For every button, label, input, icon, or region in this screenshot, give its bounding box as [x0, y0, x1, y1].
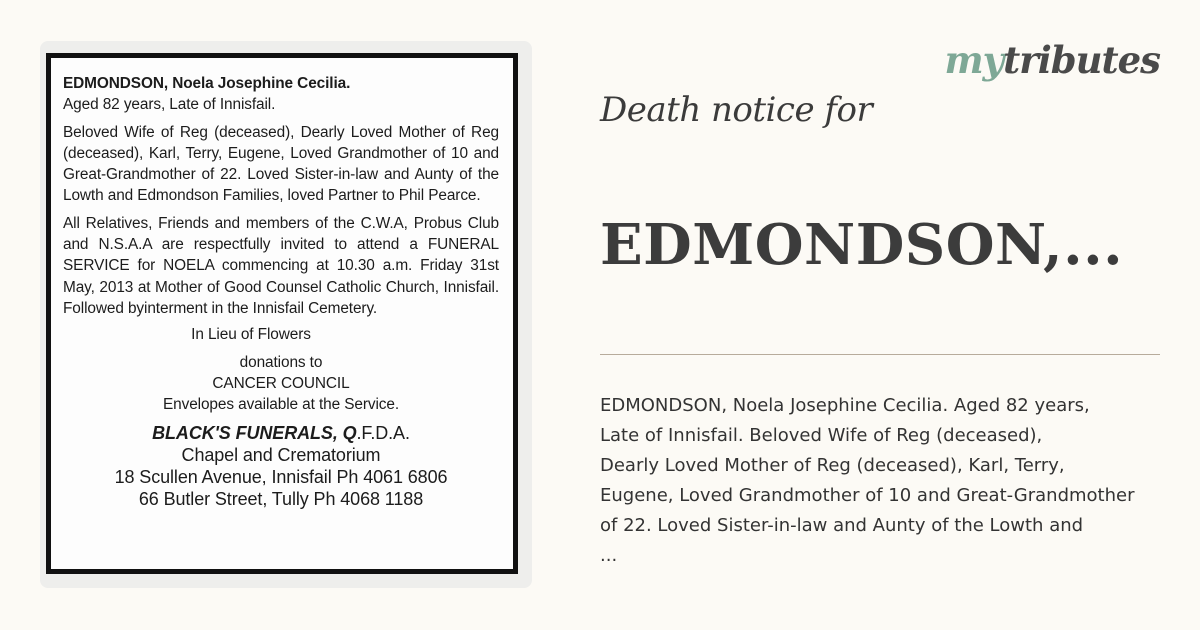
page-subtitle: Death notice for — [600, 90, 873, 130]
notice-invitation: All Relatives, Friends and members of the C.W.A, Probus Club and N.S.A.A are respectfully invited to attend a FUNERAL SERVICE for NOELA commencing at 10.30 a.m. Friday 31st May, 2013 at Mother of Good Counsel Catholic Church, Innisfail. Followed byinterment in the Innisfail Cemetery. — [63, 214, 499, 317]
summary-line: Late of Innisfail. Beloved Wife of Reg (deceased), — [600, 425, 1043, 446]
summary-line: EDMONDSON, Noela Josephine Cecilia. Aged 82 years, — [600, 395, 1090, 416]
funeral-director-accreditation: .F.D.A. — [356, 423, 410, 444]
funeral-director-address-1: 18 Scullen Avenue, Innisfail Ph 4061 6806 — [114, 467, 448, 488]
funeral-director-chapel: Chapel and Crematorium — [181, 445, 381, 466]
summary-ellipsis: ... — [600, 545, 618, 566]
notice-summary — [600, 391, 1200, 571]
summary-line: Dearly Loved Mother of Reg (deceased), Karl, Terry, — [600, 455, 1065, 476]
summary-line: Eugene, Loved Grandmother of 10 and Great-Grandmother — [600, 485, 1135, 506]
notice-envelopes: Envelopes available at the Service. — [162, 396, 400, 414]
page-title: EDMONDSON,... — [600, 212, 1124, 278]
divider — [600, 354, 1160, 355]
notice-frame — [46, 53, 518, 574]
notice-in-lieu: In Lieu of Flowers — [191, 326, 311, 344]
notice-age-residence: Aged 82 years, Late of Innisfail. — [63, 96, 276, 114]
funeral-director-title: BLACK'S FUNERALS, Q — [152, 423, 357, 444]
funeral-director-block — [63, 422, 499, 510]
notice-family: Beloved Wife of Reg (deceased), Dearly Loved Mother of Reg (deceased), Karl, Terry, Eugene, Loved Grandmother of 10 and Great-Grandmother of 22. Loved Sister-in-law and Aunty of the Lowth and Edmondson Families, loved Partner to Phil Pearce. — [63, 123, 499, 205]
notice-deceased-name: EDMONDSON, Noela Josephine Cecilia. — [63, 75, 351, 92]
mytributes-logo — [944, 38, 1160, 82]
summary-line: of 22. Loved Sister-in-law and Aunty of the Lowth and — [600, 515, 1084, 536]
funeral-director-address-2: 66 Butler Street, Tully Ph 4068 1188 — [138, 489, 424, 510]
notice-donations: donations to — [239, 353, 323, 371]
funeral-director-name — [63, 422, 499, 444]
notice-image — [40, 41, 532, 588]
logo-my: my — [944, 38, 1004, 82]
notice-charity: CANCER COUNCIL — [212, 374, 350, 392]
logo-tributes: tributes — [1003, 38, 1160, 82]
